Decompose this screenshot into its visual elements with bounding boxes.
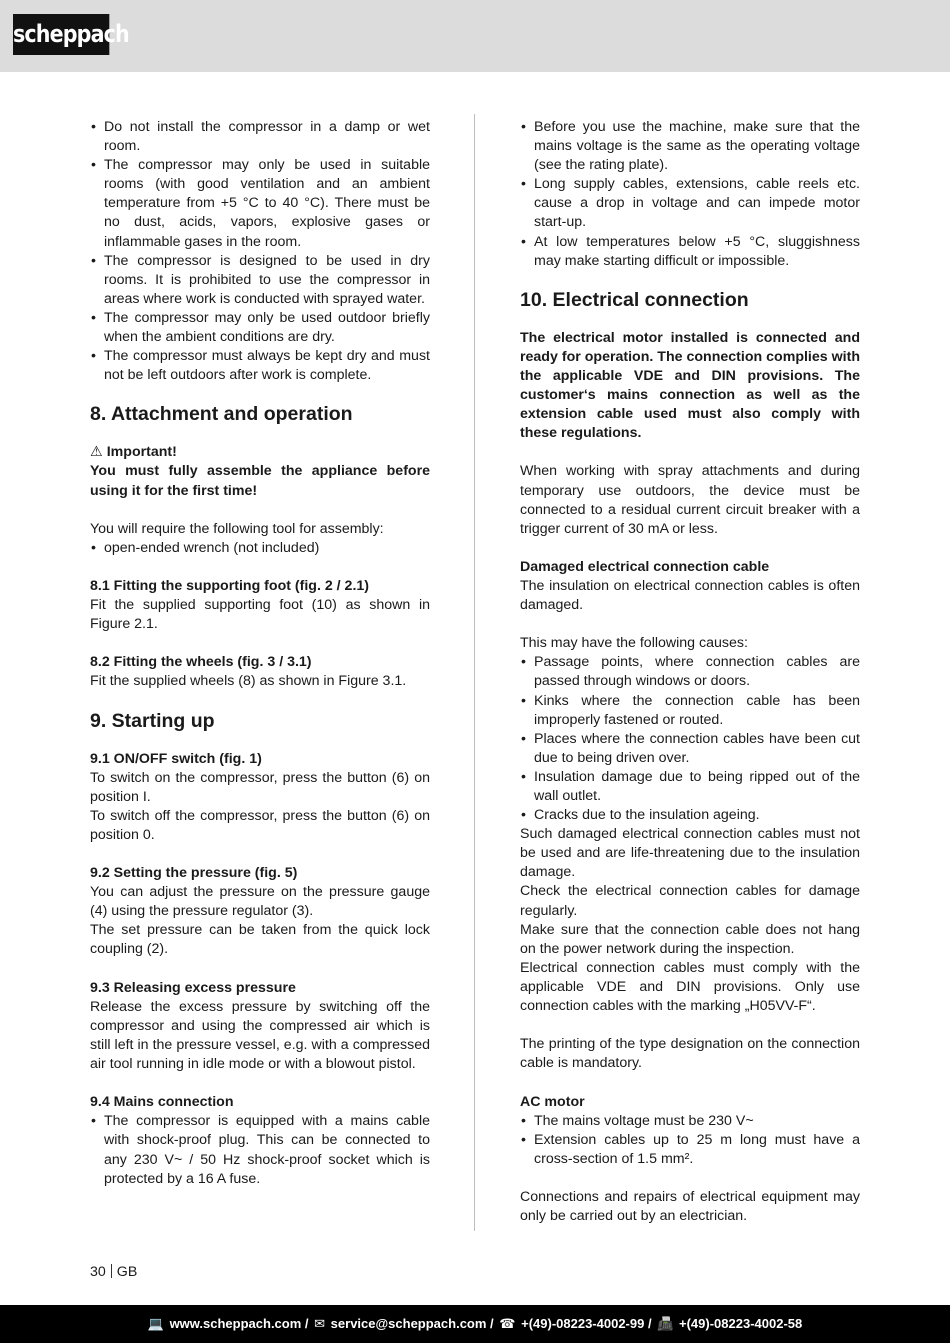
header-bar (0, 0, 950, 72)
ac-motor-heading: AC motor (520, 1093, 585, 1110)
list-item: • Extension cables up to 25 m long must have a cross-section of 1.5 mm². (520, 1131, 860, 1169)
section-9-2-text-coupling: The set pressure can be taken from the quick lock coupling (2). (90, 922, 430, 958)
list-item: • Cracks due to the insulation ageing. (520, 806, 860, 825)
install-bullets (90, 118, 430, 385)
list-item: • The compressor may only be used in suitable rooms (with good ventilation and an ambient temperature from +5 °C to 40 °C). There must be no dust, acids, vapors, explosive gases or inflammable gases in the room. (90, 156, 430, 251)
cable-marking-text: Electrical connection cables must comply with the applicable VDE and DIN provisions. Only use connection cables with the marking „H05VV-F“. (520, 959, 860, 1015)
phone-number: +(49)-08223-4002-99 / (521, 1316, 652, 1331)
list-item: • The compressor must always be kept dry and must not be left outdoors after work is complete. (90, 347, 430, 385)
section-10-heading: 10. Electrical connection (520, 288, 749, 311)
section-8-1-text: Fit the supplied supporting foot (10) as shown in Figure 2.1. (90, 597, 430, 633)
scheppach-logo: scheppach (13, 14, 109, 55)
type-designation-text: The printing of the type designation on the connection cable is mandatory. (520, 1036, 860, 1072)
list-item: • Do not install the compressor in a damp or wet room. (90, 118, 430, 156)
list-item: • The compressor is designed to be used in dry rooms. It is prohibited to use the compressor in areas where work is conducted with sprayed water. (90, 252, 430, 309)
page-language: GB (116, 1264, 138, 1280)
important-label: Important! (106, 444, 177, 461)
list-item: • Before you use the machine, make sure that the mains voltage is the same as the operating voltage (see the rating plate). (520, 118, 860, 175)
section-9-2-heading: 9.2 Setting the pressure (fig. 5) (90, 865, 298, 882)
section-8-2-text: Fit the supplied wheels (8) as shown in Figure 3.1. (90, 673, 407, 690)
section-9-4-bullet: • The compressor is equipped with a mains cable with shock-proof plug. This can be connected to any 230 V~ / 50 Hz shock-proof socket which is protected by a 16 A fuse. (90, 1112, 430, 1188)
list-item: • The mains voltage must be 230 V~ (520, 1112, 860, 1131)
column-divider (474, 114, 475, 1231)
footer-bar (0, 1305, 950, 1343)
list-item: • Long supply cables, extensions, cable reels etc. cause a drop in voltage and can impede motor start-up. (520, 175, 860, 232)
section-8-2-heading: 8.2 Fitting the wheels (fig. 3 / 3.1) (90, 654, 312, 671)
damage-warning-text: Such damaged electrical connection cables must not be used and are life-threatening due to the insulation damage. (520, 826, 860, 881)
causes-list (520, 653, 860, 825)
section-8-heading: 8. Attachment and operation (90, 403, 353, 426)
website-link[interactable]: www.scheppach.com / (169, 1316, 309, 1331)
electrical-motor-notice: The electrical motor installed is connected and ready for operation. The connection complies with the applicable VDE and DIN provisions. The customer‘s mains connection as well as the extension cable used must also comply with these regulations. (520, 329, 860, 442)
section-9-1-text-off: To switch off the compressor, press the button (6) on position 0. (90, 807, 430, 843)
damaged-cable-text: The insulation on electrical connection cables is often damaged. (520, 577, 860, 614)
section-9-1-heading: 9.1 ON/OFF switch (fig. 1) (90, 750, 262, 767)
check-cables-text: Check the electrical connection cables for damage regularly. (520, 883, 860, 919)
tool-bullet: • open-ended wrench (not included) (90, 539, 430, 558)
section-9-2-text-gauge: You can adjust the pressure on the pressure gauge (4) using the pressure regulator (3). (90, 884, 430, 920)
computer-icon: 💻 (147, 1316, 164, 1331)
right-column (520, 118, 860, 1226)
list-item: • At low temperatures below +5 °C, sluggishness may make starting difficult or impossible. (520, 233, 860, 271)
left-column (90, 118, 430, 1189)
important-text: You must fully assemble the appliance before using it for the first time! (90, 463, 430, 499)
page-number-value: 30 (90, 1264, 106, 1280)
list-item: • Places where the connection cables have been cut due to being driven over. (520, 730, 860, 768)
list-item: • Insulation damage due to being ripped out of the wall outlet. (520, 768, 860, 806)
mail-icon: ✉ (314, 1316, 326, 1331)
damaged-cable-heading: Damaged electrical connection cable (520, 558, 770, 575)
list-item: • The compressor may only be used outdoor briefly when the ambient conditions are dry. (90, 309, 430, 347)
section-9-1-text-on: To switch on the compressor, press the button (6) on position I. (90, 769, 430, 805)
phone-icon: ☎ (499, 1316, 516, 1331)
section-8-1-heading: 8.1 Fitting the supporting foot (fig. 2 / 2.1) (90, 577, 370, 594)
inspection-text: Make sure that the connection cable does not hang on the power network during the inspection. (520, 921, 860, 957)
fax-number: +(49)-08223-4002-58 (679, 1316, 803, 1331)
important-heading (90, 443, 430, 462)
email-link[interactable]: service@scheppach.com / (330, 1316, 494, 1331)
fax-icon: 📠 (657, 1316, 674, 1331)
section-9-heading: 9. Starting up (90, 709, 215, 732)
section-9-3-heading: 9.3 Releasing excess pressure (90, 979, 296, 996)
spray-attachments-text: When working with spray attachments and during temporary use outdoors, the device must be connected to a residual current circuit breaker with a trigger current of 30 mA or less. (520, 463, 860, 537)
section-9-3-text: Release the excess pressure by switching off the compressor and using the compressed air which is still left in the pressure vessel, e.g. with a compressed air tool running in idle mode or with a blowout pistol. (90, 998, 430, 1073)
electrician-text: Connections and repairs of electrical equipment may only be carried out by an electrician. (520, 1188, 860, 1225)
page-number (90, 1263, 137, 1282)
warning-icon: ⚠ (90, 444, 103, 461)
list-item: • Kinks where the connection cable has been improperly fastened or routed. (520, 692, 860, 730)
list-item: • Passage points, where connection cables are passed through windows or doors. (520, 653, 860, 691)
causes-intro: This may have the following causes: (520, 635, 748, 652)
section-9-4-heading: 9.4 Mains connection (90, 1094, 234, 1111)
ac-motor-list (520, 1112, 860, 1169)
tool-intro: You will require the following tool for assembly: (90, 520, 384, 537)
voltage-bullets (520, 118, 860, 271)
